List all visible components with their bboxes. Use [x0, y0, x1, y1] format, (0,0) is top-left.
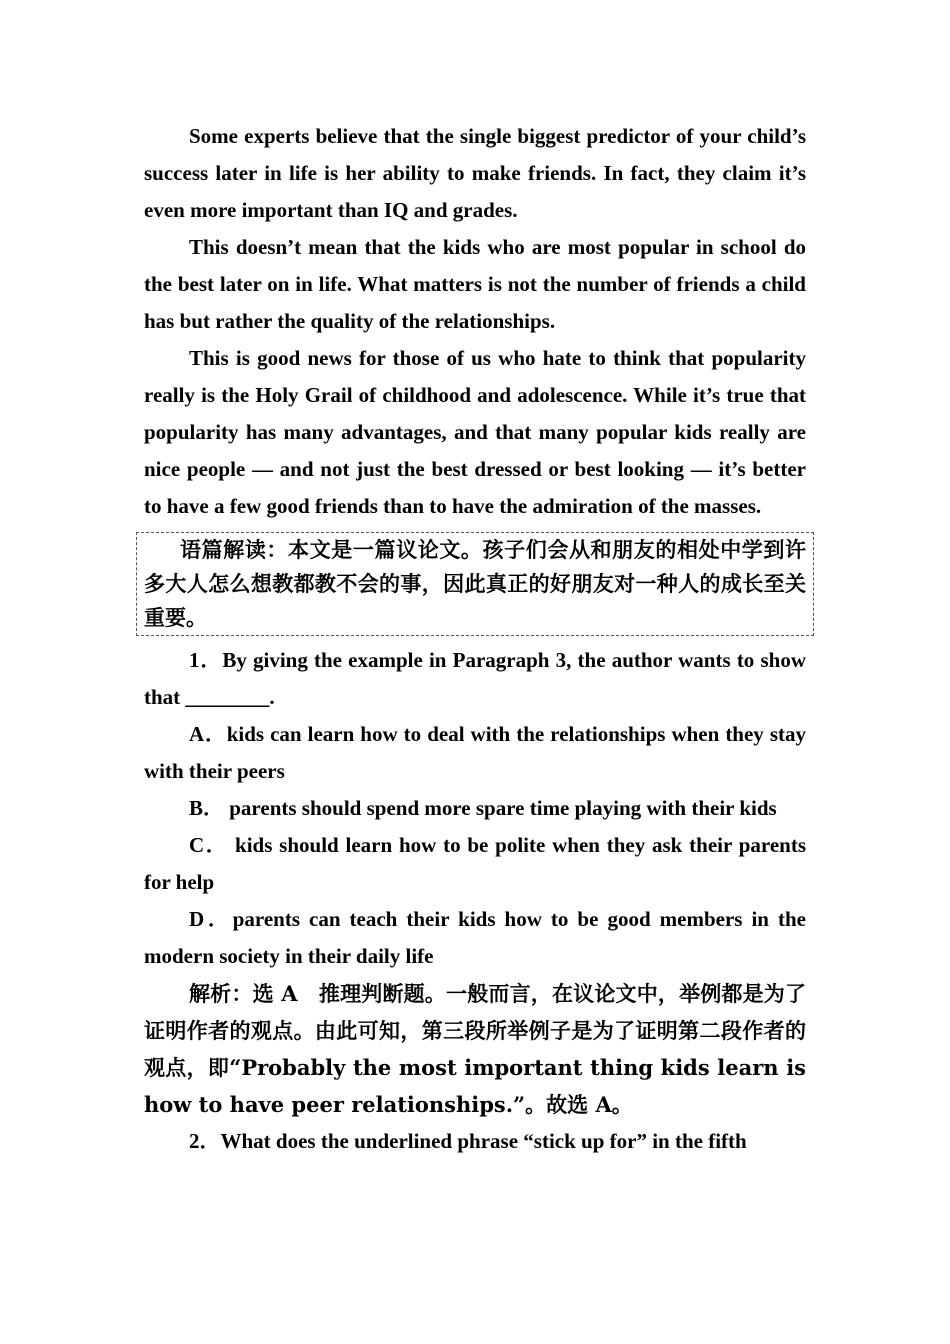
reading-note-text: 本文是一篇议论文。孩子们会从和朋友的相处中学到许多大人怎么想教都教不会的事，因此真正的好朋友对一种人的成长至关重要。: [144, 537, 807, 630]
passage-paragraph-3: This is good news for those of us who hate to think that popularity really is the Holy Grail of childhood and adolescence. While it’s true that popularity has many advantages, and that many popular kids really are nice people — and not just the best dressed or best looking — it’s better to have a few good friends than to have the admiration of the masses.: [144, 346, 806, 518]
reading-note: [144, 533, 806, 635]
question-1-stem: 1．By giving the example in Paragraph 3, the author wants to show that ________.: [144, 648, 806, 709]
reading-note-box: [136, 532, 814, 636]
passage-paragraph-2: This doesn’t mean that the kids who are most popular in school do the best later on in life. What matters is not the number of friends a child has but rather the quality of the relationships.: [144, 235, 806, 333]
reading-note-label: 语篇解读：: [180, 537, 289, 562]
question-1-option-c: C． kids should learn how to be polite when they ask their parents for help: [144, 833, 806, 894]
passage-paragraph-1: Some experts believe that the single biggest predictor of your child’s success later in life is her ability to make friends. In fact, they claim it’s even more important than IQ and grades.: [144, 124, 806, 222]
question-1-option-b: B． parents should spend more spare time playing with their kids: [189, 796, 777, 820]
question-1-option-d: D．parents can teach their kids how to be good members in the modern society in their daily life: [144, 907, 806, 968]
document-page: [144, 118, 806, 1160]
question-2-stem: 2．What does the underlined phrase “stick up for” in the fifth: [189, 1129, 747, 1153]
question-1-analysis: [144, 975, 806, 1123]
analysis-text: 选 A 推理判断题。一般而言，在议论文中，举例都是为了证明作者的观点。由此可知，第三段所举例子是为了证明第二段作者的观点，即“Probably the most important thing kids learn is how to have peer relationships.”。故选 A。: [144, 981, 806, 1117]
analysis-label: 解析：: [189, 981, 253, 1006]
question-1-option-a: A．kids can learn how to deal with the relationships when they stay with their peers: [144, 722, 806, 783]
